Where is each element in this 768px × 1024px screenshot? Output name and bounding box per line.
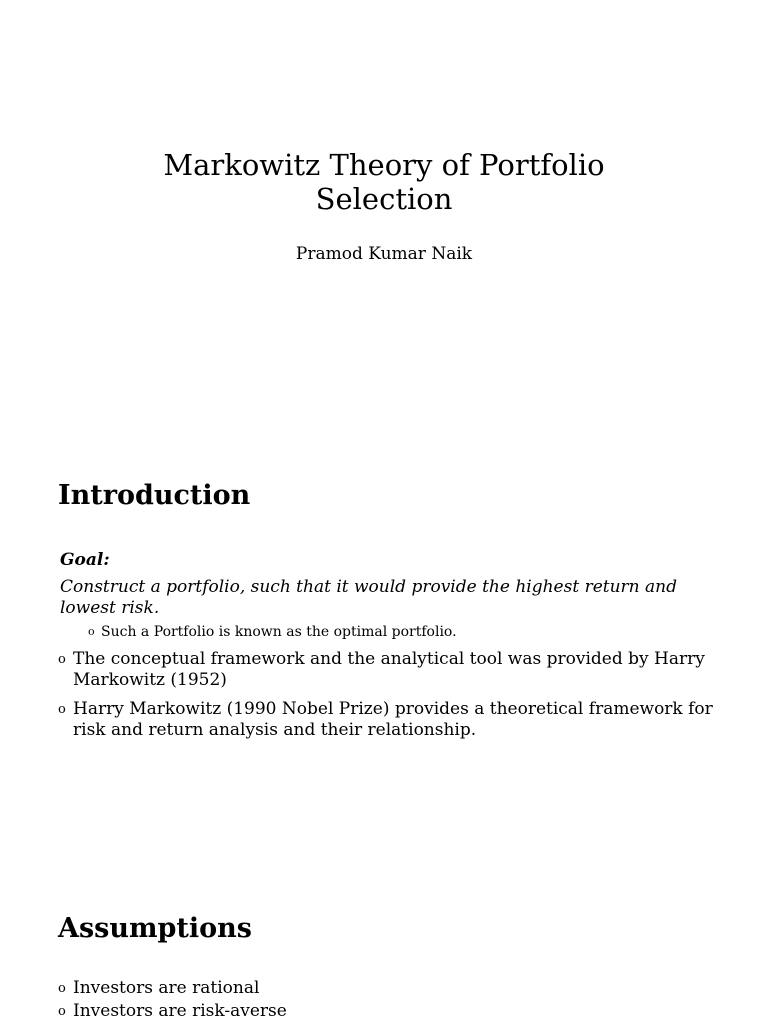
intro-bullet-text: The conceptual framework and the analytical tool was provided by Harry Markowitz (1952) (73, 649, 705, 690)
document-title (0, 148, 768, 216)
assumption-bullet-item (58, 978, 718, 999)
goal-label: Goal: (60, 550, 110, 570)
assumption-bullet-text: Investors are risk-averse (73, 1001, 287, 1021)
intro-bullet-item (58, 699, 718, 741)
bullet-marker-icon: o (88, 625, 95, 638)
introduction-heading: Introduction (58, 480, 251, 511)
intro-bullet-item (58, 649, 718, 691)
title-line-1: Markowitz Theory of Portfolio (163, 148, 605, 182)
sub-bullet-item (88, 623, 457, 641)
bullet-marker-icon: o (58, 981, 66, 996)
sub-bullet-text: Such a Portfolio is known as the optimal portfolio. (101, 624, 457, 640)
assumption-bullet-item (58, 1001, 718, 1022)
assumption-bullet-text: Investors are rational (73, 978, 260, 998)
bullet-marker-icon: o (58, 652, 66, 667)
intro-bullet-text: Harry Markowitz (1990 Nobel Prize) provides a theoretical framework for risk and return analysis and their relationship. (73, 699, 713, 740)
assumptions-heading: Assumptions (58, 913, 252, 944)
bullet-marker-icon: o (58, 702, 66, 717)
author-name: Pramod Kumar Naik (295, 244, 473, 264)
bullet-marker-icon: o (58, 1004, 66, 1019)
title-line-2: Selection (315, 182, 453, 216)
goal-text: Construct a portfolio, such that it would provide the highest return and lowest risk. (60, 577, 677, 618)
